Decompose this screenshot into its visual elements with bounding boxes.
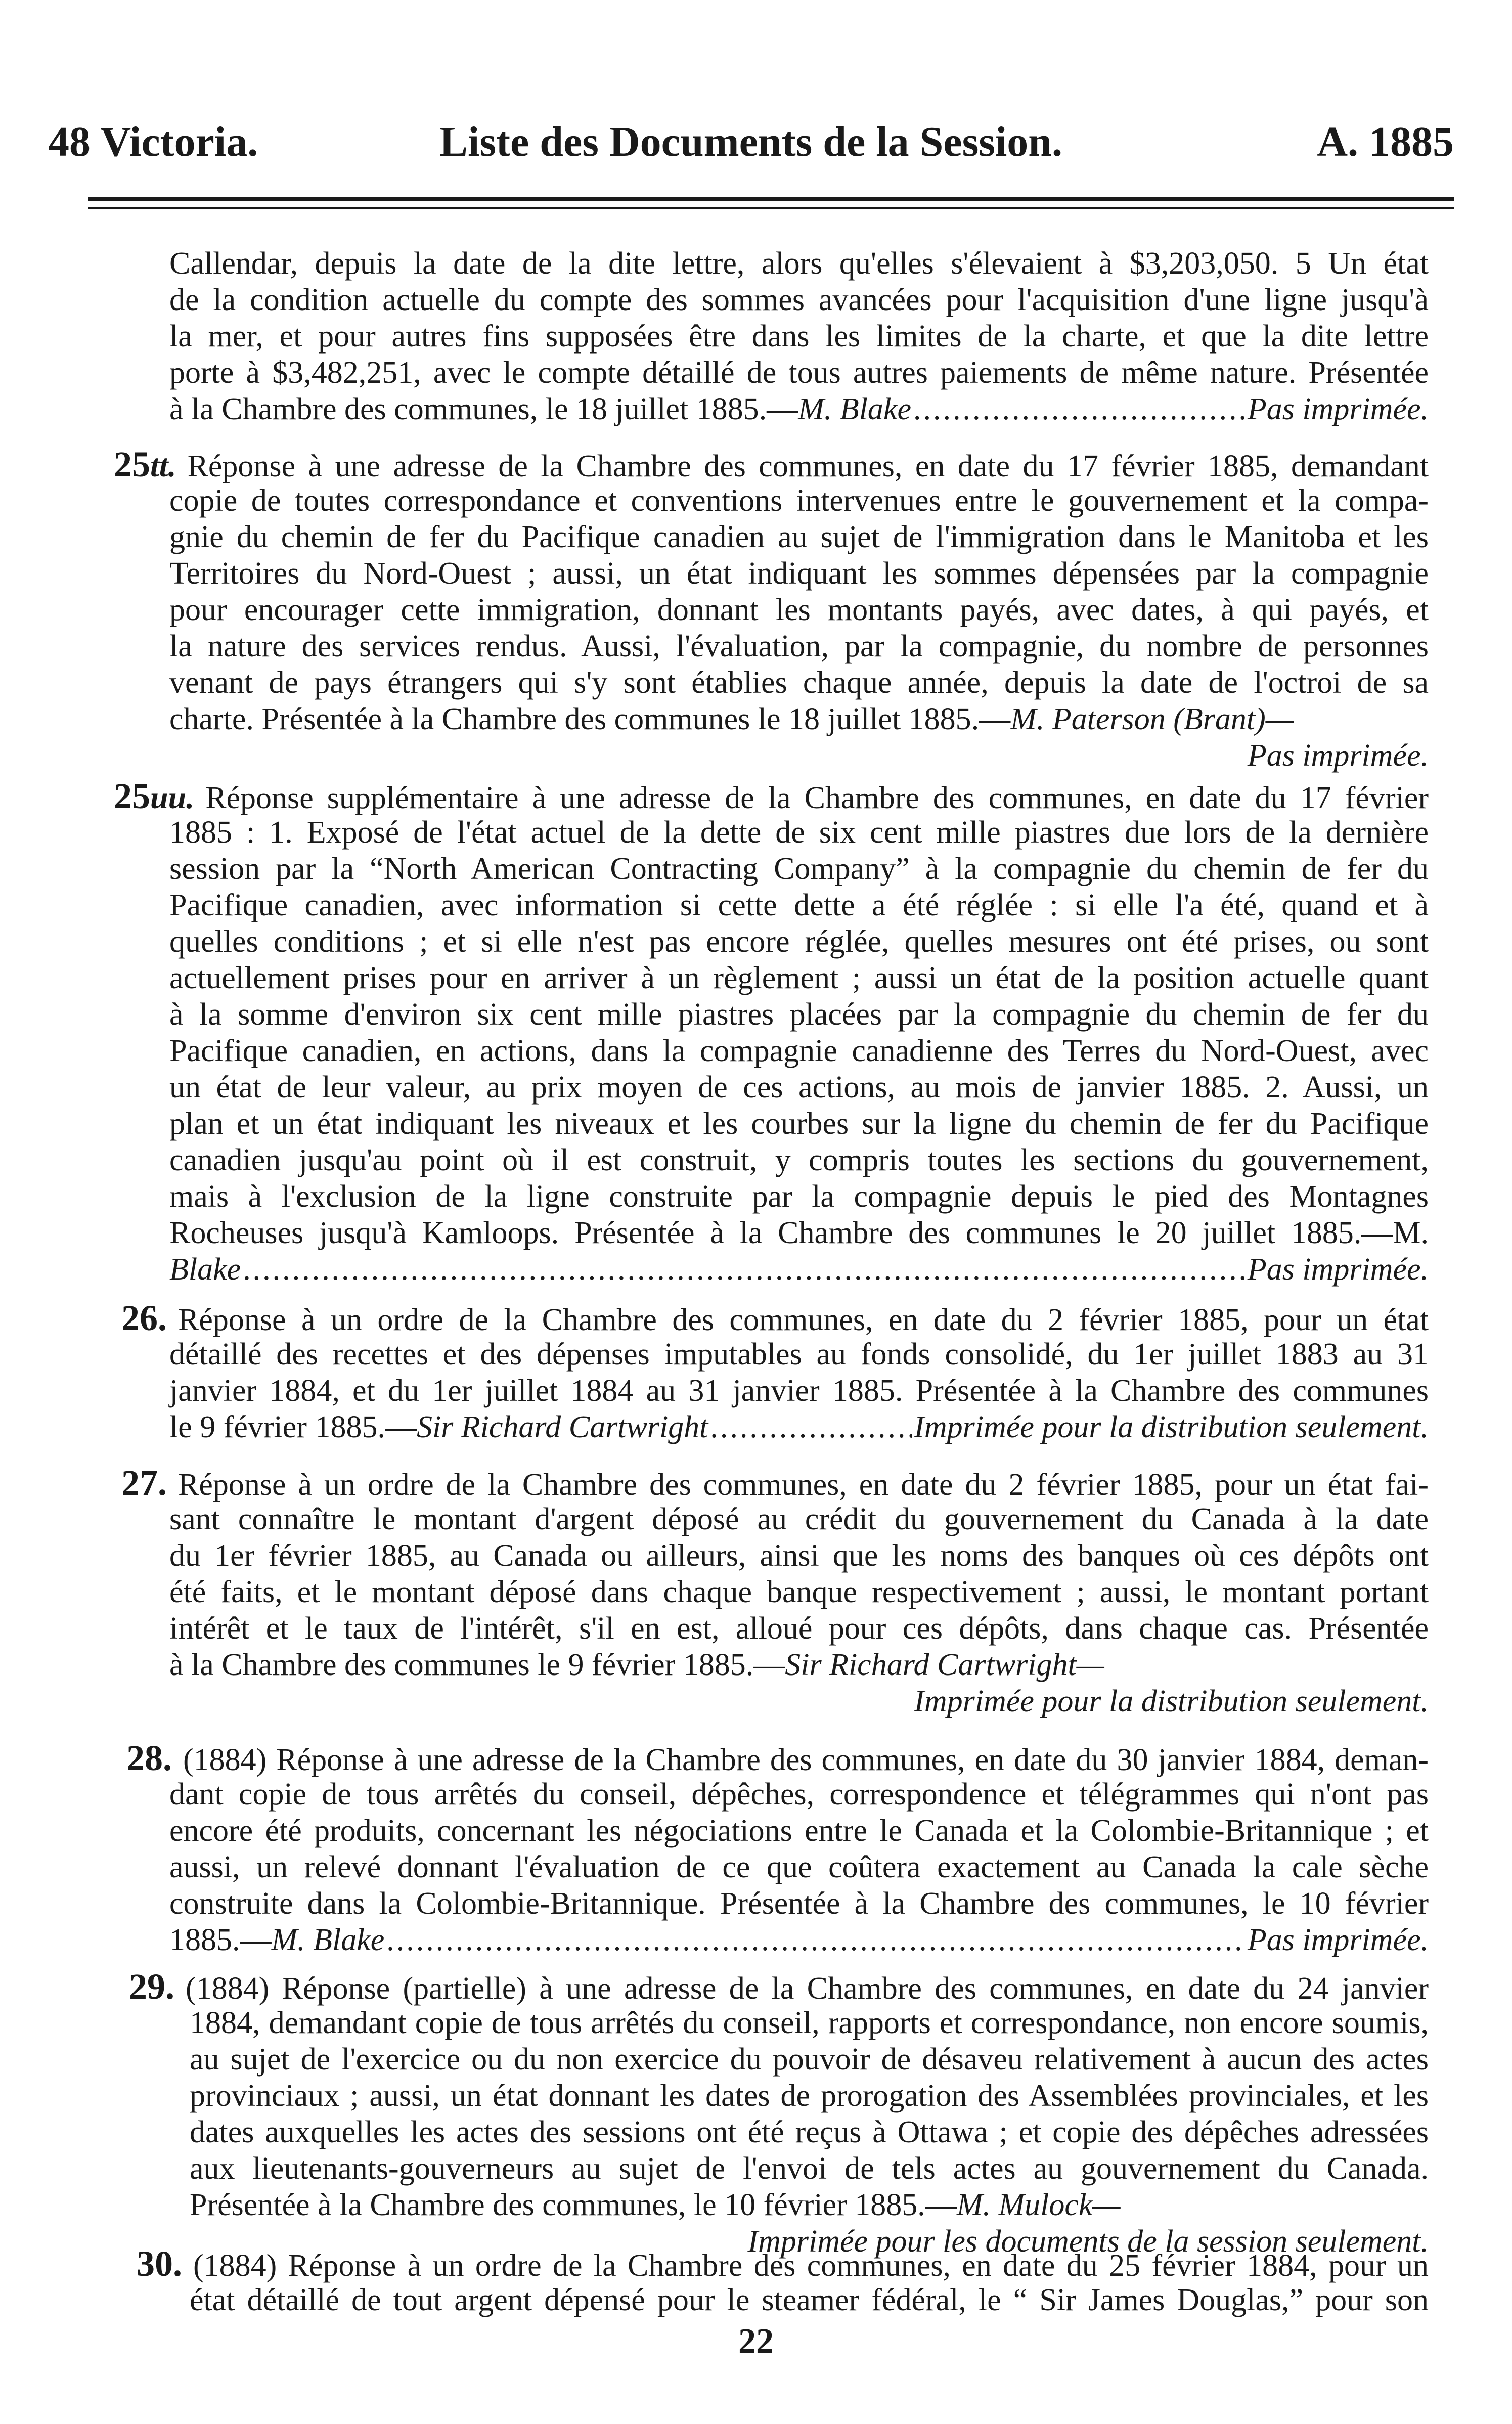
entry-line-final: [169, 701, 1429, 737]
entry-line: janvier 1884, et du 1er juillet 1884 au 31 janvier 1885. Présentée à la Chambre des communes: [169, 1374, 1429, 1408]
entry-line: Callendar, depuis la date de la dite lettre, alors qu'elles s'élevaient à $3,203,050. 5 Un état: [169, 246, 1429, 281]
dot-leader: [243, 1251, 1246, 1288]
entry-line: encore été produits, concernant les négociations entre le Canada et la Colombie-Britannique ; et: [169, 1814, 1429, 1848]
entry-line: 1885 : 1. Exposé de l'état actuel de la dette de six cent mille piastres due lors de la dernière: [169, 815, 1429, 850]
entry-line: Réponse à une adresse de la Chambre des communes, en date du 17 février 1885, demandant: [187, 449, 1429, 483]
entry-line: la nature des services rendus. Aussi, l'évaluation, par la compagnie, du nombre de personnes: [169, 629, 1429, 664]
entry-number: 27.: [121, 1463, 167, 1503]
entry-line: construite dans la Colombie-Britannique. Présentée à la Chambre des communes, le 10 février: [169, 1886, 1429, 1921]
entry-status: Imprimée pour la distribution seulement.: [914, 1410, 1429, 1444]
entry-line: porte à $3,482,251, avec le compte détaillé de tous autres paiements de même nature. Présentée: [169, 356, 1429, 390]
entry-first-line: [121, 1465, 1429, 1501]
entry-line: du 1er février 1885, au Canada ou ailleurs, ainsi que les noms des banques où ces dépôts ont: [169, 1538, 1429, 1573]
entry-line: plan et un état indiquant les niveaux et les courbes sur la ligne du chemin de fer du Pacifique: [169, 1107, 1429, 1141]
entry-author: M. Blake: [798, 392, 911, 426]
entry-line: (1884) Réponse (partielle) à une adresse de la Chambre des communes, en date du 24 janvier: [186, 1971, 1429, 2006]
entry-author: M. Blake: [271, 1923, 385, 1957]
entry-author: Sir Richard Cartwright—: [785, 1648, 1104, 1682]
entry-number: 29.: [129, 1966, 174, 2007]
entry-line: copie de toutes correspondance et conventions intervenues entre le gouvernement et la compa-: [169, 483, 1429, 518]
entry-line: Pacifique canadien, avec information si cette dette a été réglée : si elle l'a été, quand et à: [169, 888, 1429, 922]
entry-number: 26.: [121, 1298, 167, 1338]
entry-first-line: [114, 778, 1429, 814]
entry-line: actuellement prises pour en arriver à un règlement ; aussi un état de la position actuelle quant: [169, 961, 1429, 995]
entry-line: détaillé des recettes et des dépenses imputables au fonds consolidé, du 1er juillet 1883 au 31: [169, 1337, 1429, 1372]
entry-line: gnie du chemin de fer du Pacifique canadien au sujet de l'immigration dans le Manitoba et les: [169, 520, 1429, 554]
entry-line: (1884) Réponse à une adresse de la Chambre des communes, en date du 30 janvier 1884, deman-: [183, 1743, 1429, 1777]
entry-line: aussi, un relevé donnant l'évaluation de ce que coûtera exactement au Canada la cale sèche: [169, 1850, 1429, 1884]
dot-leader: [386, 1922, 1246, 1958]
entry-author: M. Paterson (Brant)—: [1010, 702, 1294, 736]
entry-line: session par la “North American Contracting Company” à la compagnie du chemin de fer du: [169, 852, 1429, 886]
entry-line: à la somme d'environ six cent mille piastres placées par la compagnie du chemin de fer du: [169, 997, 1429, 1032]
entry-line-final: [169, 1922, 1429, 1958]
entry-line: état détaillé de tout argent dépensé pour le steamer fédéral, le “ Sir James Douglas,” pour son: [190, 2283, 1429, 2317]
entry-line: Réponse à un ordre de la Chambre des communes, en date du 2 février 1885, pour un état fai-: [178, 1468, 1429, 1502]
entry-line: la mer, et pour autres fins supposées être dans les limites de la charte, et que la dite lettre: [169, 319, 1429, 354]
entry-author: Sir Richard Cartwright: [416, 1410, 708, 1444]
entry-number: 25uu.: [114, 776, 195, 816]
entry-line: (1884) Réponse à un ordre de la Chambre des communes, en date du 25 février 1884, pour un: [193, 2249, 1429, 2283]
header-year: A. 1885: [1317, 118, 1454, 165]
entry-status: Imprimée pour la distribution seulement.: [914, 1684, 1429, 1718]
entry-line: intérêt et le taux de l'intérêt, s'il en est, alloué pour ces dépôts, dans chaque cas. Présentée: [169, 1611, 1429, 1646]
entry-status: Pas imprimée.: [1247, 1923, 1429, 1957]
entry-line: provinciaux ; aussi, un état donnant les dates de prorogation des Assemblées provinciales, et les: [190, 2079, 1429, 2113]
entry-line: venant de pays étrangers qui s'y sont établies chaque année, depuis la date de l'octroi de sa: [169, 666, 1429, 700]
header-rule-thin: [88, 207, 1454, 209]
entry-line: au sujet de l'exercice ou du non exercice du pouvoir de désaveu relativement à aucun des actes: [190, 2042, 1429, 2077]
entry-line-final: [169, 1409, 1429, 1445]
entry-first-line: [137, 2245, 1429, 2282]
entry-line-final: [190, 2187, 1429, 2223]
entry-line: à la Chambre des communes le 9 février 1885.—: [169, 1648, 785, 1682]
entry-line: Présentée à la Chambre des communes, le 10 février 1885.—: [190, 2188, 957, 2222]
entry-line: 1885.—: [169, 1923, 272, 1957]
dot-leader: [913, 391, 1246, 427]
entry-line: un état de leur valeur, au prix moyen de ces actions, au mois de janvier 1885. 2. Aussi, un: [169, 1070, 1429, 1105]
entry-line: dates auxquelles les actes des sessions ont été reçus à Ottawa ; et copie des dépêches adressées: [190, 2115, 1429, 2149]
entry-line: charte. Présentée à la Chambre des communes le 18 juillet 1885.—: [169, 702, 1011, 736]
entry-line: le 9 février 1885.—: [169, 1410, 417, 1444]
entry-line: de la condition actuelle du compte des sommes avancées pour l'acquisition d'une ligne jusqu'à: [169, 283, 1429, 317]
entry-number: 28.: [126, 1738, 172, 1778]
entry-status: Imprimée pour les documents de la session seulement.: [747, 2224, 1429, 2259]
entry-line: aux lieutenants-gouverneurs au sujet de l'envoi de tels actes au gouvernement du Canada.: [190, 2151, 1429, 2186]
entry-line: quelles conditions ; et si elle n'est pas encore réglée, quelles mesures ont été prises, ou sont: [169, 924, 1429, 959]
entry-number: 30.: [137, 2243, 182, 2284]
entry-line: Pacifique canadien, en actions, dans la compagnie canadienne des Terres du Nord-Ouest, avec: [169, 1034, 1429, 1068]
entry-first-line: [121, 1300, 1429, 1336]
entry-author: Blake: [169, 1252, 241, 1287]
header-rule-thick: [88, 197, 1454, 201]
header-volume: 48 Victoria.: [48, 118, 258, 165]
entry-line: sant connaître le montant d'argent déposé au crédit du gouvernement du Canada à la date: [169, 1502, 1429, 1536]
page-number: 22: [738, 2322, 774, 2361]
entry-first-line: [129, 1968, 1429, 2005]
entry-line: été faits, et le montant déposé dans chaque banque respectivement ; aussi, le montant portant: [169, 1575, 1429, 1609]
entry-line: dant copie de tous arrêtés du conseil, dépêches, correspondence et télégrammes qui n'ont pas: [169, 1777, 1429, 1812]
dot-leader: [710, 1409, 912, 1445]
entry-line: à la Chambre des communes, le 18 juillet 1885.—: [169, 392, 798, 426]
entry-first-line: [126, 1740, 1429, 1776]
entry-line: pour encourager cette immigration, donnant les montants payés, avec dates, à qui payés, et: [169, 593, 1429, 627]
entry-line-final: [169, 1251, 1429, 1288]
entry-line: canadien jusqu'au point où il est construit, y compris toutes les sections du gouvernement,: [169, 1143, 1429, 1177]
entry-line-final: [169, 1647, 1429, 1683]
header-title: Liste des Documents de la Session.: [439, 118, 1063, 165]
entry-status: Pas imprimée.: [1247, 392, 1429, 426]
entry-author: M. Mulock—: [956, 2188, 1121, 2222]
entry-status: Pas imprimée.: [1247, 738, 1429, 773]
running-header: [48, 117, 1454, 173]
entry-line: 1884, demandant copie de tous arrêtés du conseil, rapports et correspondance, non encore soumis,: [190, 2006, 1429, 2040]
entry-line: Réponse à un ordre de la Chambre des communes, en date du 2 février 1885, pour un état: [178, 1303, 1429, 1337]
entry-status: Pas imprimée.: [1247, 1252, 1429, 1287]
entry-line-final: [169, 391, 1429, 427]
entry-line: Rocheuses jusqu'à Kamloops. Présentée à la Chambre des communes le 20 juillet 1885.—M.: [169, 1216, 1429, 1250]
entry-line: mais à l'exclusion de la ligne construite par la compagnie depuis le pied des Montagnes: [169, 1179, 1429, 1214]
entry-number: 25tt.: [114, 444, 176, 484]
entry-first-line: [114, 446, 1429, 482]
entry-line: Réponse supplémentaire à une adresse de la Chambre des communes, en date du 17 février: [205, 781, 1429, 815]
entry-line: Territoires du Nord-Ouest ; aussi, un état indiquant les sommes dépensées par la compagnie: [169, 556, 1429, 591]
